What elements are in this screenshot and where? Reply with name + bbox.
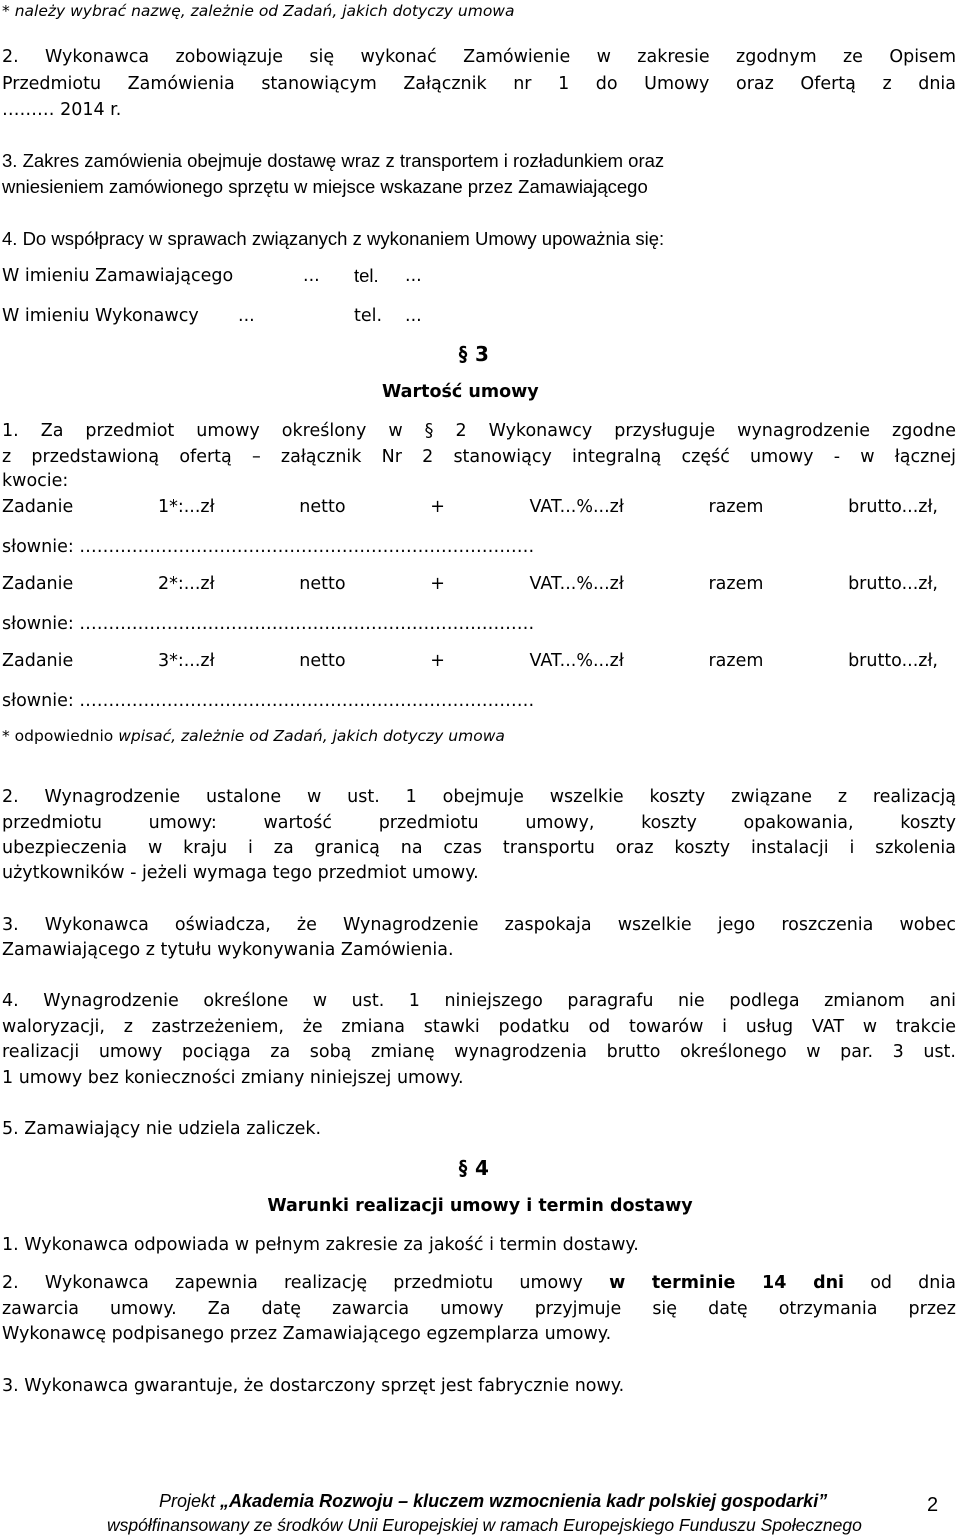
section-sign: § <box>458 342 468 366</box>
s4-par2-line1 <box>2 1272 956 1294</box>
footnote-text: należy wybrać nazwę, zależnie od Zadań, jakich dotyczy umowa <box>14 2 515 20</box>
s4-par2-line3: Wykonawcę podpisanego przez Zamawiającego egzemplarza umowy. <box>2 1324 612 1344</box>
s3-par2-line2: przedmiotu umowy: wartość przedmiotu umowy, koszty opakowania, koszty <box>2 813 956 833</box>
s4-par2-line2: zawarcia umowy. Za datę zawarcia umowy przyjmuje się datę otrzymania przez <box>2 1299 956 1319</box>
s3-par5: 5. Zamawiający nie udziela zaliczek. <box>2 1119 322 1139</box>
s3-par2-line3: ubezpieczenia w kraju i za granicą na czas transportu oraz koszty instalacji i szkolenia <box>2 838 956 858</box>
s4-par3: 3. Wykonawca gwarantuje, że dostarczony sprzęt jest fabrycznie nowy. <box>2 1376 625 1396</box>
contact-zamawiajacy-dots: ... <box>303 266 320 286</box>
s3-par4-line1: 4. Wynagrodzenie określone w ust. 1 niniejszego paragrafu nie podlega zmianom ani <box>2 991 956 1011</box>
task-1-line: Zadanie 1*:...zł netto + VAT...%...zł razem brutto...zł, <box>2 497 938 517</box>
section-3-title: Wartość umowy <box>382 382 539 402</box>
par2-line3: ……… 2014 r. <box>2 100 122 120</box>
s3-par4-line4: 1 umowy bez konieczności zmiany niniejszej umowy. <box>2 1068 464 1088</box>
footer-project-prefix: Projekt <box>159 1491 221 1511</box>
s3-par2-line1: 2. Wynagrodzenie ustalone w ust. 1 obejmuje wszelkie koszty związane z realizacją <box>2 787 956 807</box>
page-number: 2 <box>927 1494 939 1516</box>
footer-line2: współfinansowany ze środków Unii Europejskiej w ramach Europejskiego Funduszu Społecznego <box>107 1515 862 1535</box>
footer-project-title: „Akademia Rozwoju – kluczem wzmocnienia kadr polskiej gospodarki” <box>220 1491 828 1511</box>
contact-zamawiajacy-label: W imieniu Zamawiającego <box>2 266 234 286</box>
section-4-title: Warunki realizacji umowy i termin dostawy <box>267 1196 693 1216</box>
s4-par2-text-a: 2. Wykonawca zapewnia realizację przedmiotu umowy <box>2 1273 583 1293</box>
contact-wykonawca-label: W imieniu Wykonawcy <box>2 306 199 326</box>
top-footnote <box>2 0 514 22</box>
par4-line1: 4. Do współpracy w sprawach związanych z wykonaniem Umowy upoważnia się: <box>2 228 665 249</box>
footnote-prefix: * <box>2 2 15 20</box>
s3-par3-line2: Zamawiającego z tytułu wykonywania Zamówienia. <box>2 940 454 960</box>
par3-line2: wniesieniem zamówionego sprzętu w miejsce wskazane przez Zamawiającego <box>2 176 648 197</box>
s4-par2-text-c: od dnia <box>870 1273 956 1293</box>
s3-par1-line2: z przedstawioną ofertą – załącznik Nr 2 stanowiący integralną część umowy - w łącznej <box>2 447 956 467</box>
section-sign: § <box>458 1156 468 1180</box>
task-1-slownie: słownie: …………………………………………………………………… <box>2 537 535 557</box>
delivery-term: w terminie 14 dni <box>609 1273 845 1293</box>
s3-par4-line2: waloryzacji, z zastrzeżeniem, że zmiana stawki podatku od towarów i usług VAT w trakcie <box>2 1017 956 1037</box>
section-4-number <box>458 1157 489 1179</box>
task-2-line: Zadanie 2*:...zł netto + VAT...%...zł razem brutto...zł, <box>2 574 938 594</box>
contact-wykonawca-tel-dots: ... <box>405 306 422 326</box>
section-number: 4 <box>474 1156 489 1180</box>
contact-zamawiajacy-tel-dots: ... <box>405 266 422 286</box>
s3-par4-line3: realizacji umowy pociąga za sobą zmianę wynagrodzenia brutto określonego w par. 3 ust. <box>2 1042 956 1062</box>
footnote-text: wpisać, zależnie od Zadań, jakich dotyczy umowa <box>118 727 505 745</box>
par3-line1: 3. Zakres zamówienia obejmuje dostawę wraz z transportem i rozładunkiem oraz <box>2 150 665 171</box>
section-number: 3 <box>474 342 489 366</box>
contact-wykonawca-tel: tel. <box>354 306 383 326</box>
task-3-line: Zadanie 3*:...zł netto + VAT...%...zł razem brutto...zł, <box>2 651 938 671</box>
s3-par1-line1: 1. Za przedmiot umowy określony w § 2 Wykonawcy przysługuje wynagrodzenie zgodne <box>2 421 956 441</box>
s3-par1-line3: kwocie: <box>2 471 69 491</box>
task-3-slownie: słownie: …………………………………………………………………… <box>2 691 535 711</box>
contact-wykonawca-dots: ... <box>238 306 255 326</box>
s3-par3-line1: 3. Wykonawca oświadcza, że Wynagrodzenie zaspokaja wszelkie jego roszczenia wobec <box>2 915 956 935</box>
footnote-prefix: * odpowiednio <box>2 727 119 745</box>
par2-line1: 2. Wykonawca zobowiązuje się wykonać Zamówienie w zakresie zgodnym ze Opisem <box>2 47 956 67</box>
s3-par2-line4: użytkowników - jeżeli wymaga tego przedmiot umowy. <box>2 863 479 883</box>
contact-zamawiajacy-tel: tel. <box>354 265 379 286</box>
task-2-slownie: słownie: …………………………………………………………………… <box>2 614 535 634</box>
mid-footnote <box>2 725 505 747</box>
s4-par1: 1. Wykonawca odpowiada w pełnym zakresie za jakość i termin dostawy. <box>2 1235 639 1255</box>
section-3-number <box>458 343 489 365</box>
par2-line2: Przedmiotu Zamówienia stanowiącym Załącznik nr 1 do Umowy oraz Ofertą z dnia <box>2 74 956 94</box>
footer-line1 <box>159 1490 827 1512</box>
